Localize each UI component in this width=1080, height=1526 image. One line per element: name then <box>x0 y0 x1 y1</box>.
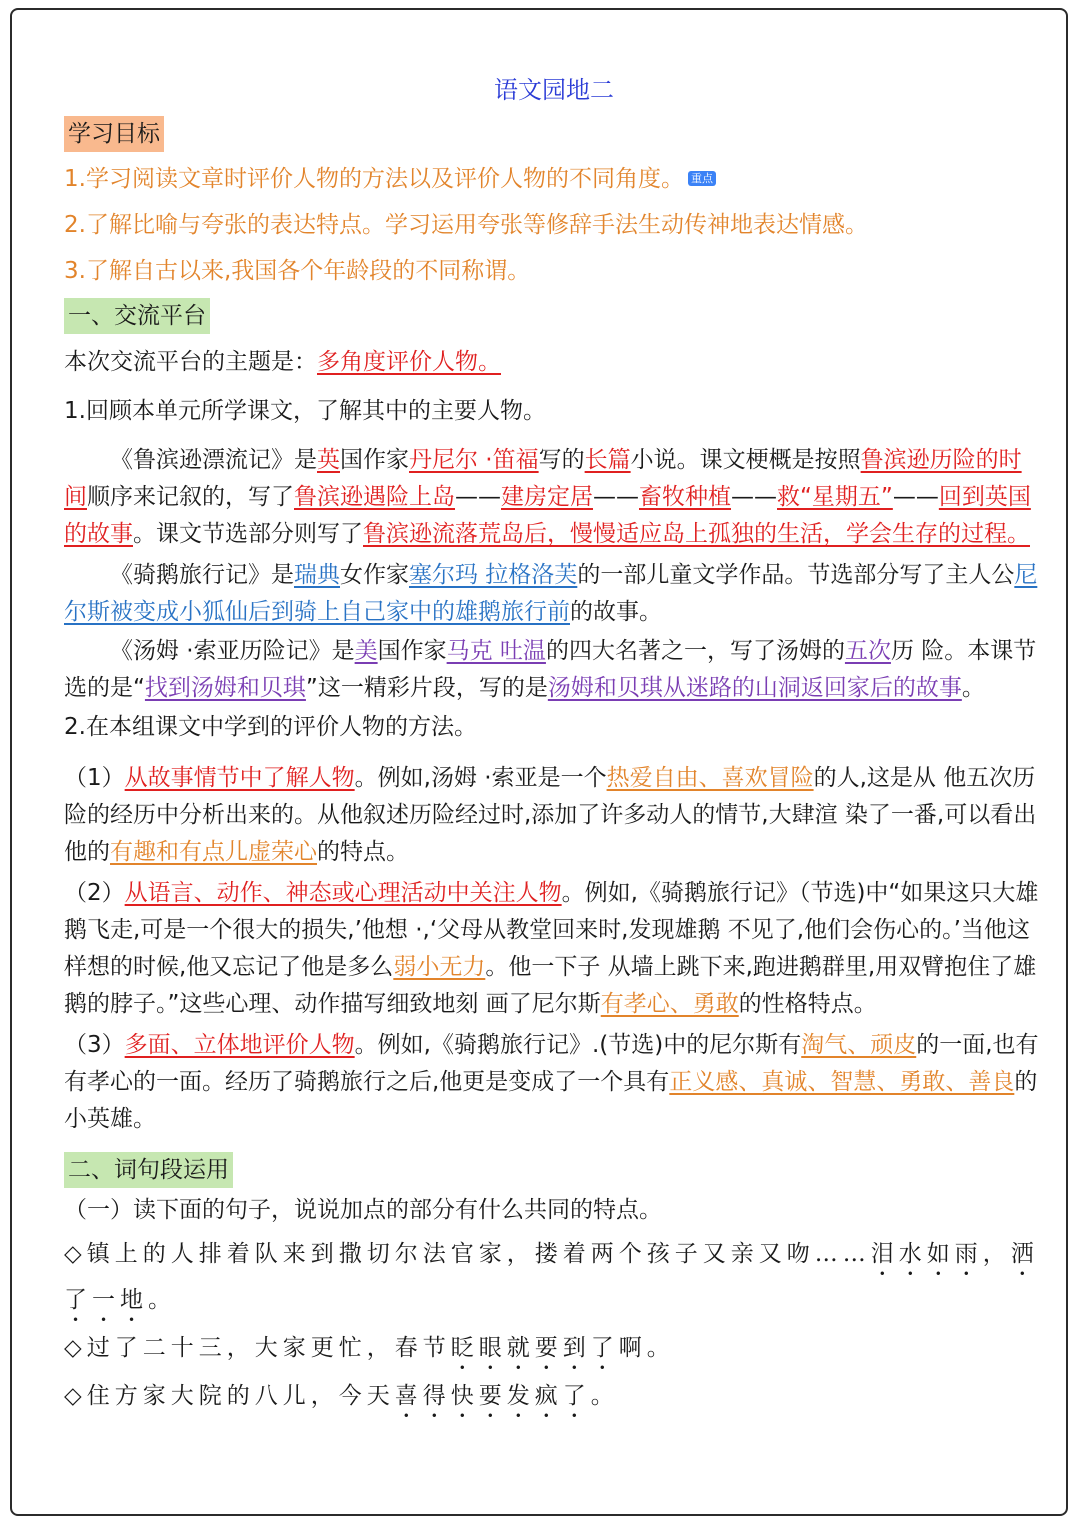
text-run: 《汤姆 ·索亚历险记》是 <box>110 638 355 664</box>
text-run: 的人,这是从 他五次历险的经历中分析出来的。从他叙述历险经过时,添加了许多动人的情节,大肆渲 染了一番,可以看出他的 <box>64 765 1037 865</box>
highlighted-keyword: 多面、立体地评价人物 <box>124 1032 355 1058</box>
highlighted-keyword: 有趣和有点儿虚荣心 <box>110 839 317 865</box>
highlighted-keyword: 淘气、顽皮 <box>801 1032 917 1058</box>
text-run: 国作家 <box>377 638 447 664</box>
highlighted-keyword: 瑞典 <box>294 562 340 588</box>
highlighted-keyword: 建房定居 <box>501 484 593 510</box>
text-run: （3） <box>64 1032 125 1058</box>
text-run: 。 <box>961 675 985 701</box>
text-run: ”这一精彩片段，写的是 <box>305 675 548 701</box>
text-run: 。 <box>590 1383 619 1409</box>
section-heading-exchange: 一、交流平台 <box>64 298 210 334</box>
text-run: ◇住方家大院的八儿，今天 <box>64 1383 395 1409</box>
text-run: 的小英雄。 <box>64 1069 1038 1132</box>
goal-1-text: 1.学习阅读文章时评价人物的方法以及评价人物的不同角度。 <box>64 166 684 192</box>
text-run: ◇镇上的人排着队来到撒切尔法官家，搂着两个孩子又亲又吻…… <box>64 1241 871 1267</box>
highlighted-keyword: 畜牧种植 <box>639 484 731 510</box>
highlighted-keyword: 鲁滨逊历险的时间 <box>64 447 1022 510</box>
highlighted-keyword: 回到英国的故事 <box>64 484 1031 547</box>
sentence-2 <box>64 1329 1044 1375</box>
text-run: 的四大名著之一，写了汤姆的 <box>545 638 845 664</box>
goal-2: 2.了解比喻与夸张的表达特点。学习运用夸张等修辞手法生动传神地表达情感。 <box>64 212 868 238</box>
topic-prefix: 本次交流平台的主题是： <box>64 349 317 375</box>
method-2 <box>64 875 1044 1023</box>
text-run: 啊。 <box>618 1335 675 1361</box>
highlighted-keyword: 尼尔斯被变成小狐仙后到骑上自己家中的雄鹅旅行前 <box>64 562 1038 625</box>
text-run: 的性格特点。 <box>738 991 877 1017</box>
text-run: 顺序来记叙的，写了 <box>87 484 294 510</box>
question-3: （一）读下面的句子，说说加点的部分有什么共同的特点。 <box>64 1197 662 1223</box>
text-run: 国作家 <box>340 447 409 473</box>
highlighted-keyword: 丹尼尔 ·笛福 <box>409 447 539 473</box>
goal-3: 3.了解自古以来,我国各个年龄段的不同称谓。 <box>64 258 531 284</box>
text-run: —— <box>892 484 939 510</box>
text-run: 的一面,也有有孝心的一面。经历了骑鹅旅行之后,他更是变成了一个具有 <box>64 1032 1039 1095</box>
text-run: （2） <box>64 880 125 906</box>
highlighted-keyword: 鲁滨逊遇险上岛 <box>294 484 455 510</box>
key-point-badge: 重点 <box>688 171 716 186</box>
text-run: —— <box>593 484 639 510</box>
text-run: ◇过了二十三，大家更忙，春节 <box>64 1335 451 1361</box>
paragraph-tom <box>64 633 1044 707</box>
text-run: 。例如,《骑鹅旅行记》.(节选)中的尼尔斯有 <box>354 1032 802 1058</box>
sentence-1 <box>64 1235 1044 1327</box>
highlighted-keyword: 热爱自由、喜欢冒险 <box>606 765 814 791</box>
highlighted-keyword: 塞尔玛 拉格洛芙 <box>409 562 578 588</box>
text-run: 。 <box>148 1287 176 1313</box>
emphasis-dotted-text: 喜得快要发疯了 <box>394 1383 591 1409</box>
document-page <box>10 8 1068 1516</box>
question-1: 1.回顾本单元所学课文，了解其中的主要人物。 <box>64 398 546 424</box>
text-run: 女作家 <box>340 562 409 588</box>
highlighted-keyword: 救“星期五” <box>777 484 893 510</box>
highlighted-keyword: 长篇 <box>584 447 631 473</box>
highlighted-keyword: 弱小无力 <box>393 954 486 980</box>
text-run: 《骑鹅旅行记》是 <box>110 562 294 588</box>
text-run: 小说。课文梗概是按照 <box>630 447 861 473</box>
topic-text: 多角度评价人物。 <box>317 349 501 375</box>
text-run: 写的 <box>538 447 585 473</box>
paragraph-robinson <box>64 442 1044 553</box>
emphasis-dotted-text: 眨眼就要到了 <box>450 1335 619 1361</box>
text-run: 。例如,《骑鹅旅行记》（节选)中“如果这只大雄鹅飞走,可是一个很大的损失,’他想 ·,‘父母从教堂回来时,发现雄鹅 不见了,他们会伤心的。’当他这样想的时候,他又忘记了他是多么 <box>64 880 1039 980</box>
highlighted-keyword: 英 <box>317 447 340 473</box>
text-run: 历 险。本课节选的是“ <box>64 638 1037 701</box>
text-run: 的特点。 <box>317 839 409 865</box>
highlighted-keyword: 找到汤姆和贝琪 <box>144 675 306 701</box>
highlighted-keyword: 五次 <box>844 638 891 664</box>
method-1 <box>64 760 1044 871</box>
highlighted-keyword: 汤姆和贝琪从迷路的山洞返回家后的故事 <box>547 675 962 701</box>
highlighted-keyword: 马克 吐温 <box>446 638 546 664</box>
highlighted-keyword: 从故事情节中了解人物 <box>124 765 355 791</box>
highlighted-keyword: 正义感、真诚、智慧、勇敢、善良 <box>669 1069 1015 1095</box>
text-run: —— <box>455 484 501 510</box>
text-run: 《鲁滨逊漂流记》是 <box>110 447 317 473</box>
topic-line <box>64 344 1044 381</box>
text-run: 的一部儿童文学作品。节选部分写了主人公 <box>577 562 1015 588</box>
question-2: 2.在本组课文中学到的评价人物的方法。 <box>64 714 477 740</box>
highlighted-keyword: 有孝心、勇敢 <box>600 991 739 1017</box>
sentence-3 <box>64 1377 1044 1423</box>
method-3 <box>64 1027 1044 1138</box>
text-run: 的故事。 <box>570 599 662 625</box>
goal-1 <box>64 156 1044 202</box>
paragraph-nils <box>64 557 1044 631</box>
text-run: 。课文节选部分则写了 <box>133 521 363 547</box>
highlighted-keyword: 美 <box>354 638 378 664</box>
text-run: （1） <box>64 765 125 791</box>
emphasis-dotted-text: 泪水如雨，洒了一地 <box>64 1241 1039 1313</box>
text-run: 。他一下子 从墙上跳下来,跑进鹅群里,用双臂抱住了雄鹅的脖子。”这些心理、动作描写细致地刻 画了尼尔斯 <box>64 954 1037 1017</box>
text-run: 。例如,汤姆 ·索亚是一个 <box>354 765 607 791</box>
document-content <box>64 70 1044 1423</box>
page-title: 语文园地二 <box>494 76 614 104</box>
text-run: —— <box>731 484 777 510</box>
section-heading-usage: 二、词句段运用 <box>64 1152 233 1188</box>
highlighted-keyword: 从语言、动作、神态或心理活动中关注人物 <box>124 880 562 906</box>
highlighted-keyword: 鲁滨逊流落荒岛后，慢慢适应岛上孤独的生活，学会生存的过程。 <box>363 521 1030 547</box>
section-heading-goals: 学习目标 <box>64 116 164 152</box>
